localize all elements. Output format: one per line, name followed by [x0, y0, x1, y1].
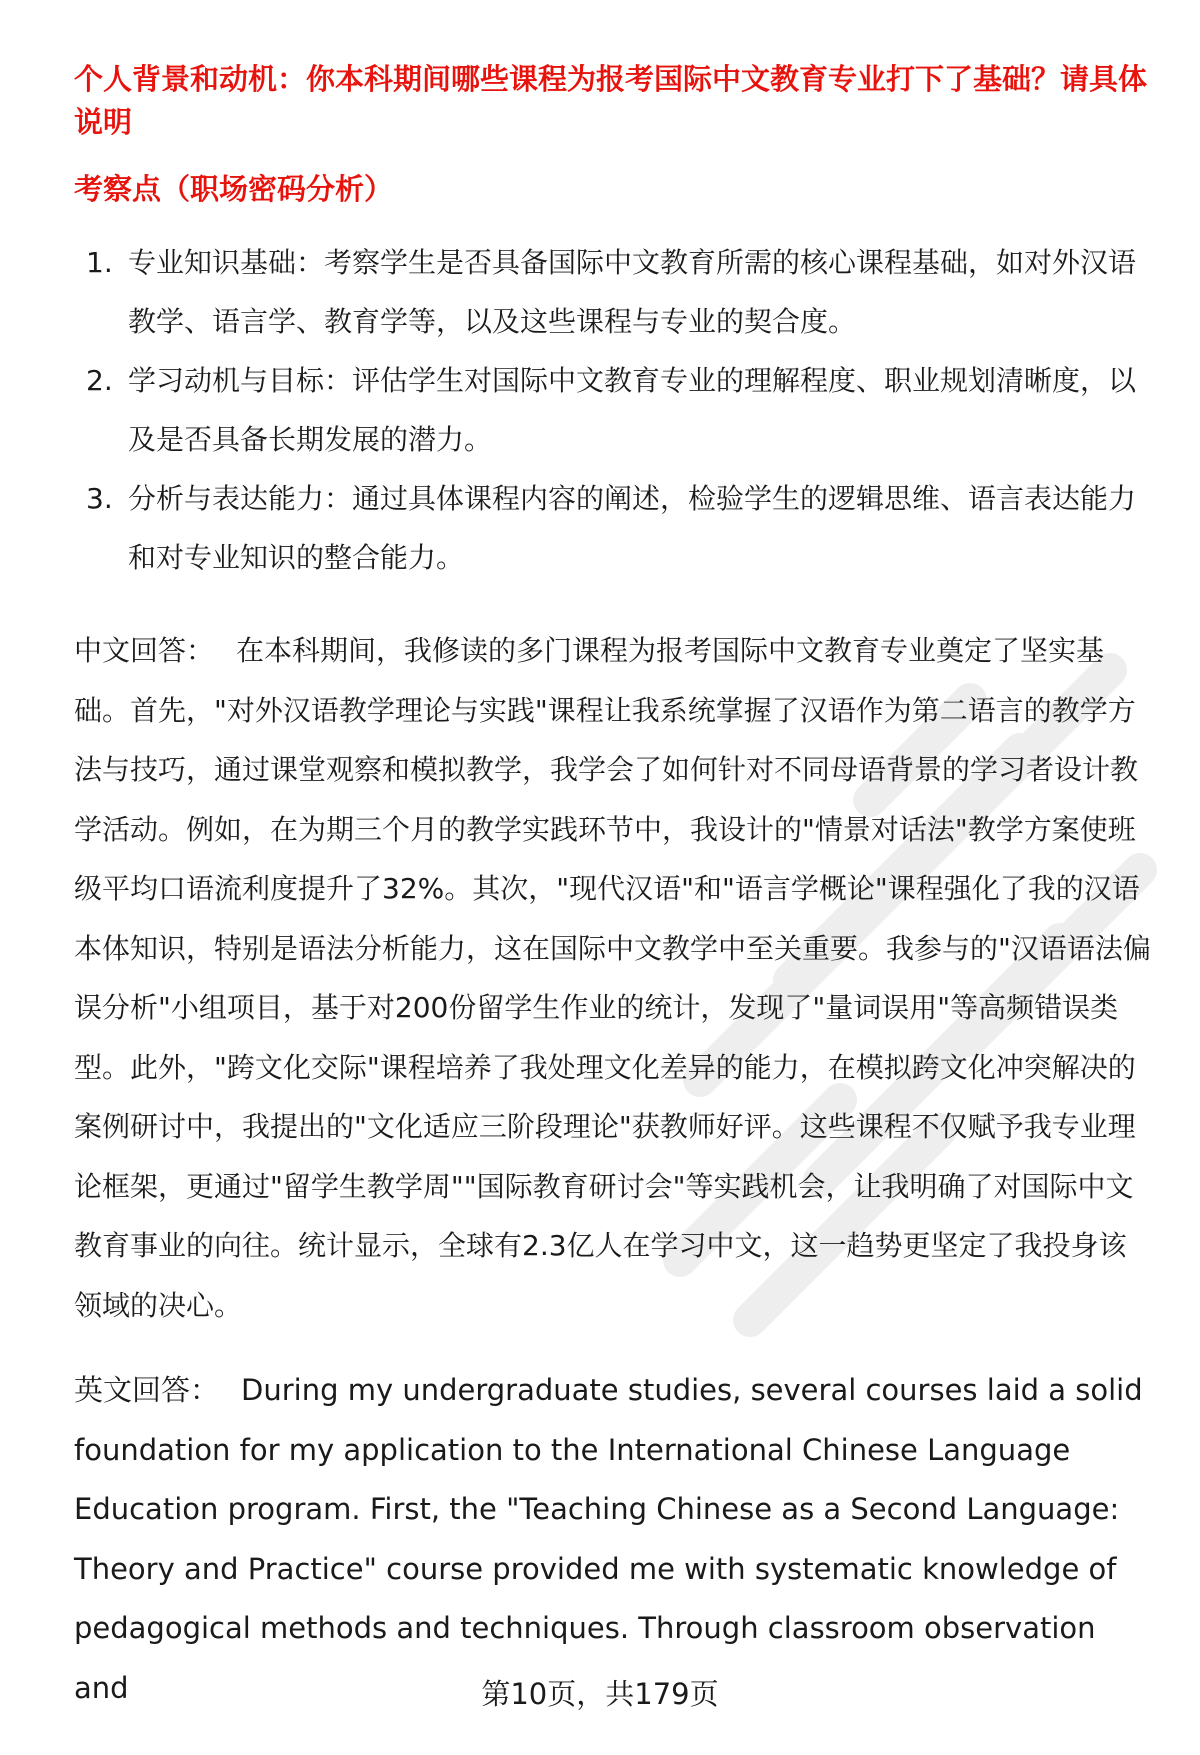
english-answer-label: 英文回答： — [74, 1373, 220, 1407]
list-number: 1. — [86, 246, 113, 279]
evaluation-points-list — [74, 233, 1154, 587]
english-answer — [74, 1361, 1154, 1718]
list-number: 2. — [86, 364, 113, 397]
list-item-text: 专业知识基础：考察学生是否具备国际中文教育所需的核心课程基础，如对外汉语教学、语言学、教育学等，以及这些课程与专业的契合度。 — [128, 246, 1137, 338]
english-answer-text: During my undergraduate studies, several courses laid a solid foundation for my application to the International Chinese Language Education program. First, the "Teaching Chinese as a Second Language: Theory and Practice" course provided me with systematic knowledge of pedagogical methods and techniques. Through classroom observation and — [74, 1373, 1143, 1705]
main-content — [74, 58, 1154, 1718]
chinese-answer-label: 中文回答： — [74, 634, 215, 667]
chinese-answer — [74, 621, 1154, 1335]
page-number-footer: 第10页，共179页 — [481, 1677, 719, 1711]
question-heading: 个人背景和动机：你本科期间哪些课程为报考国际中文教育专业打下了基础？请具体说明 — [74, 62, 1148, 139]
list-item — [74, 351, 1154, 469]
list-item — [74, 233, 1154, 351]
list-number: 3. — [86, 482, 113, 515]
chinese-answer-text: 在本科期间，我修读的多门课程为报考国际中文教育专业奠定了坚实基础。首先，"对外汉语教学理论与实践"课程让我系统掌握了汉语作为第二语言的教学方法与技巧，通过课堂观察和模拟教学，我学会了如何针对不同母语背景的学习者设计教学活动。例如，在为期三个月的教学实践环节中，我设计的"情景对话法"教学方案使班级平均口语流利度提升了32%。其次，"现代汉语"和"语言学概论"课程强化了我的汉语本体知识，特别是语法分析能力，这在国际中文教学中至关重要。我参与的"汉语语法偏误分析"小组项目，基于对200份留学生作业的统计，发现了"量词误用"等高频错误类型。此外，"跨文化交际"课程培养了我处理文化差异的能力，在模拟跨文化冲突解决的案例研讨中，我提出的"文化适应三阶段理论"获教师好评。这些课程不仅赋予我专业理论框架，更通过"留学生教学周""国际教育研讨会"等实践机会，让我明确了对国际中文教育事业的向往。统计显示，全球有2.3亿人在学习中文，这一趋势更坚定了我投身该领域的决心。 — [74, 634, 1151, 1322]
section-title: 考察点（职场密码分析） — [74, 172, 394, 206]
list-item-text: 分析与表达能力：通过具体课程内容的阐述，检验学生的逻辑思维、语言表达能力和对专业知识的整合能力。 — [128, 482, 1137, 574]
list-item — [74, 469, 1154, 587]
list-item-text: 学习动机与目标：评估学生对国际中文教育专业的理解程度、职业规划清晰度，以及是否具备长期发展的潜力。 — [128, 364, 1137, 456]
